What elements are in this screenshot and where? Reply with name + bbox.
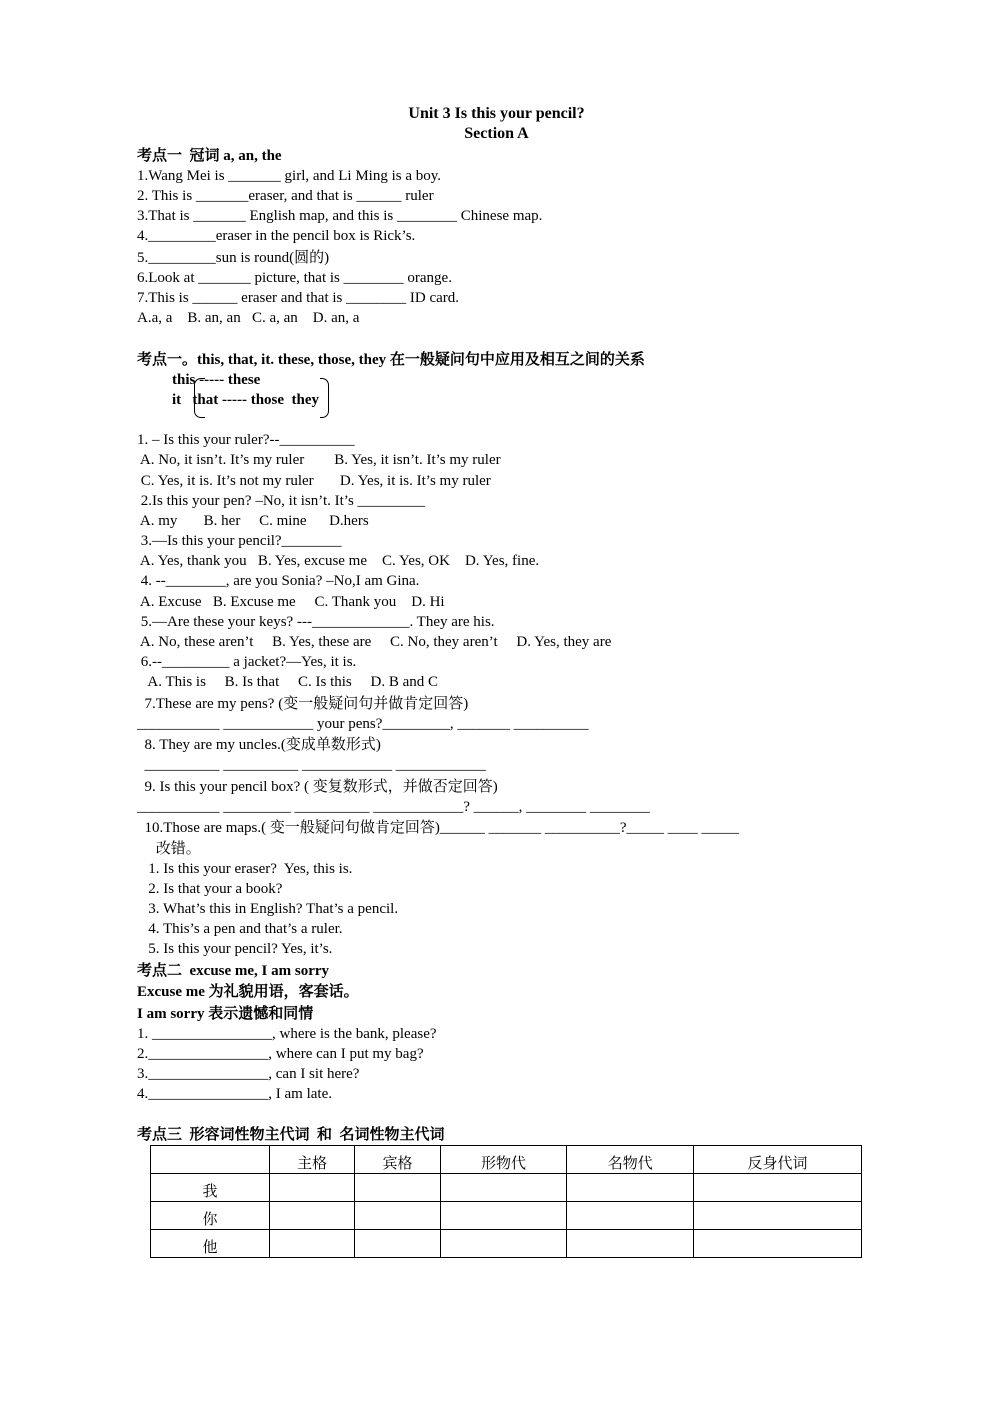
section-heading-pronouns: 考点一。this, that, it. these, those, they 在一般疑问句中应用及相互之间的关系: [137, 352, 645, 368]
note-line: I am sorry 表示遗憾和同情: [137, 1006, 314, 1022]
list-item: 1. – Is this your ruler?--__________: [137, 432, 355, 448]
list-item: 3.—Is this your pencil?________: [137, 533, 342, 549]
right-brace: [320, 378, 329, 418]
table-row: [151, 1174, 862, 1202]
table-cell: [355, 1202, 440, 1230]
table-cell: [694, 1174, 862, 1202]
list-item: 7.These are my pens? (变一般疑问句并做肯定回答): [137, 696, 469, 712]
list-item: A. Yes, thank you B. Yes, excuse me C. Yes, OK D. Yes, fine.: [137, 553, 540, 569]
table-cell: [270, 1230, 355, 1258]
table-cell: [270, 1202, 355, 1230]
section-heading-articles: 考点一 冠词 a, an, the: [137, 148, 282, 164]
list-item: 4. --________, are you Sonia? –No,I am Gina.: [137, 573, 420, 589]
list-item: 9. Is this your pencil box? ( 变复数形式，并做否定回答): [137, 779, 498, 795]
list-item: ___________ _________ __________ ____________? ______, ________ ________: [137, 799, 650, 815]
left-brace: [194, 378, 205, 418]
list-item: 1.Wang Mei is _______ girl, and Li Ming is a boy.: [137, 168, 442, 184]
list-item: 4.________________, I am late.: [137, 1086, 332, 1102]
table-row-label: 你: [151, 1202, 270, 1230]
list-item: 4._________eraser in the pencil box is Rick’s.: [137, 228, 416, 244]
table-cell: [355, 1174, 440, 1202]
list-item: 5. Is this your pencil? Yes, it’s.: [137, 941, 333, 957]
list-item: 6.--_________ a jacket?—Yes, it is.: [137, 654, 357, 670]
table-header-cell: 宾格: [355, 1146, 440, 1174]
table-header-cell: 形物代: [440, 1146, 567, 1174]
page-title: Unit 3 Is this your pencil?: [408, 105, 585, 122]
diagram-line: it that ----- those they: [172, 392, 320, 408]
table-row-label: 他: [151, 1230, 270, 1258]
table-cell: [694, 1230, 862, 1258]
table-row-label: 我: [151, 1174, 270, 1202]
table-row: [151, 1230, 862, 1258]
table-cell: [270, 1174, 355, 1202]
section-heading-possessives: 考点三 形容词性物主代词 和 名词性物主代词: [137, 1127, 445, 1143]
table-cell: [440, 1230, 567, 1258]
list-item: 6.Look at _______ picture, that is ________ orange.: [137, 270, 452, 286]
diagram-line: this ----- these: [172, 372, 261, 388]
pronoun-table: [150, 1145, 862, 1258]
table-cell: [694, 1202, 862, 1230]
table-cell: [567, 1230, 694, 1258]
list-item: 2. This is _______eraser, and that is ______ ruler: [137, 188, 434, 204]
table-header-cell: 反身代词: [694, 1146, 862, 1174]
list-item: 3. What’s this in English? That’s a pencil.: [137, 901, 399, 917]
page-subtitle: Section A: [464, 125, 529, 142]
table-row: [151, 1202, 862, 1230]
list-item: __________ __________ ____________ ____________: [137, 757, 486, 773]
list-item: C. Yes, it is. It’s not my ruler D. Yes, it is. It’s my ruler: [137, 473, 491, 489]
table-cell: [567, 1174, 694, 1202]
list-item: 5._________sun is round(圆的): [137, 250, 330, 266]
list-item: 1. ________________, where is the bank, please?: [137, 1026, 437, 1042]
list-item: 1. Is this your eraser? Yes, this is.: [137, 861, 353, 877]
answer-options: A.a, a B. an, an C. a, an D. an, a: [137, 310, 360, 326]
note-line: Excuse me 为礼貌用语，客套话。: [137, 984, 359, 1000]
list-item: 3.________________, can I sit here?: [137, 1066, 360, 1082]
list-item: A. No, these aren’t B. Yes, these are C. No, they aren’t D. Yes, they are: [137, 634, 612, 650]
list-item: A. Excuse B. Excuse me C. Thank you D. Hi: [137, 594, 445, 610]
list-item: 改错。: [137, 841, 201, 857]
list-item: 2.________________, where can I put my bag?: [137, 1046, 424, 1062]
list-item: 3.That is _______ English map, and this is ________ Chinese map.: [137, 208, 543, 224]
table-cell: [355, 1230, 440, 1258]
table-header-cell: 名物代: [567, 1146, 694, 1174]
table-header-cell: 主格: [270, 1146, 355, 1174]
table-header-row: [151, 1146, 862, 1174]
list-item: 10.Those are maps.( 变一般疑问句做肯定回答)______ _______ __________?_____ ____ _____: [137, 820, 740, 836]
list-item: 2. Is that your a book?: [137, 881, 283, 897]
list-item: 2.Is this your pen? –No, it isn’t. It’s _________: [137, 493, 426, 509]
table-cell: [567, 1202, 694, 1230]
list-item: A. my B. her C. mine D.hers: [137, 513, 369, 529]
list-item: 7.This is ______ eraser and that is ________ ID card.: [137, 290, 460, 306]
list-item: 8. They are my uncles.(变成单数形式): [137, 737, 381, 753]
table-header-cell: [151, 1146, 270, 1174]
list-item: A. This is B. Is that C. Is this D. B and C: [137, 674, 438, 690]
table-cell: [440, 1202, 567, 1230]
list-item: 5.—Are these your keys? ---_____________. They are his.: [137, 614, 495, 630]
list-item: ___________ ____________ your pens?_________, _______ __________: [137, 716, 589, 732]
section-heading-excuse-me: 考点二 excuse me, I am sorry: [137, 963, 330, 979]
table-cell: [440, 1174, 567, 1202]
list-item: 4. This’s a pen and that’s a ruler.: [137, 921, 343, 937]
list-item: A. No, it isn’t. It’s my ruler B. Yes, it isn’t. It’s my ruler: [137, 452, 501, 468]
